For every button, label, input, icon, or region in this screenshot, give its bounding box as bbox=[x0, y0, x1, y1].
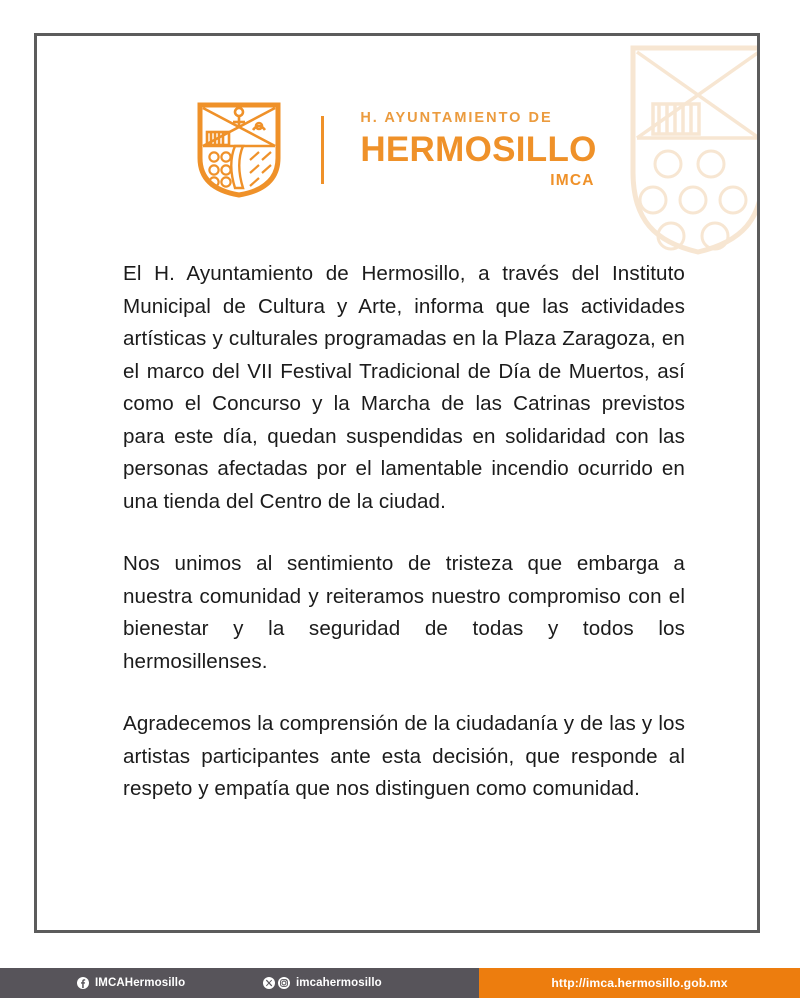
footer-website-section[interactable] bbox=[479, 968, 800, 998]
hermosillo-coat-of-arms-shield-icon bbox=[197, 102, 281, 198]
footer-social-section bbox=[0, 968, 479, 998]
facebook-icon bbox=[77, 977, 89, 989]
footer-bar bbox=[0, 968, 800, 998]
facebook-handle-label: IMCAHermosillo bbox=[95, 977, 186, 989]
social-handles[interactable] bbox=[263, 977, 382, 989]
wordmark-line-1: H. AYUNTAMIENTO DE bbox=[360, 110, 553, 127]
logo-divider bbox=[321, 116, 324, 184]
paragraph-2: Nos unimos al sentimiento de tristeza que embarga a nuestra comunidad y reiteramos nuestro compromiso con el bienestar y la seguridad de todas y todos los hermosillenses. bbox=[123, 552, 685, 673]
instagram-icon bbox=[278, 977, 290, 989]
social-handle-label: imcahermosillo bbox=[296, 977, 382, 989]
x-twitter-icon bbox=[263, 977, 275, 989]
announcement-body bbox=[123, 258, 685, 806]
website-url: http://imca.hermosillo.gob.mx bbox=[551, 976, 728, 990]
header-logo-lockup bbox=[37, 102, 757, 198]
wordmark-line-2: HERMOSILLO bbox=[360, 129, 597, 169]
paragraph-3: Agradecemos la comprensión de la ciudadanía y de las y los artistas participantes ante esta decisión, que responde al respeto y empatía que nos distinguen como comunidad. bbox=[123, 712, 685, 800]
wordmark bbox=[360, 111, 596, 189]
content-frame bbox=[34, 33, 760, 933]
paragraph-1: El H. Ayuntamiento de Hermosillo, a través del Instituto Municipal de Cultura y Arte, informa que las actividades artísticas y culturales programadas en la Plaza Zaragoza, en el marco del VII Festival Tradicional de Día de Muertos, así como el Concurso y la Marcha de las Catrinas previstos para este día, quedan suspendidas en solidaridad con las personas afectadas por el lamentable incendio ocurrido en una tienda del Centro de la ciudad. bbox=[123, 262, 685, 513]
facebook-handle[interactable] bbox=[77, 977, 185, 989]
wordmark-line-3: IMCA bbox=[550, 172, 595, 190]
